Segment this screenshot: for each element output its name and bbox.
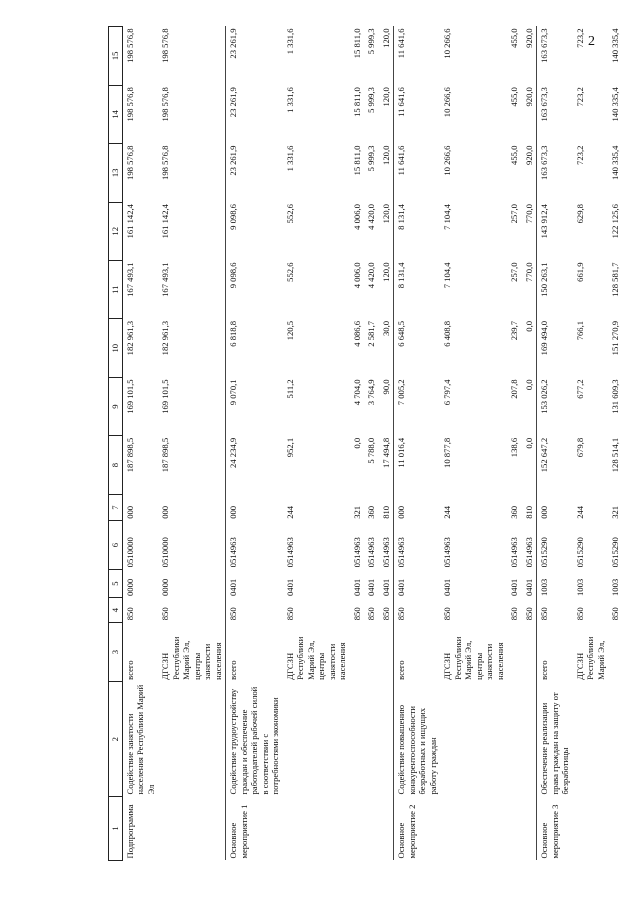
table-row <box>394 27 441 861</box>
table-cell: 23 261,9 <box>226 27 283 86</box>
table-cell: 140 335,4 <box>610 145 620 180</box>
table-cell: Основное мероприятие 1 <box>226 797 283 861</box>
table-row <box>440 27 507 861</box>
table-cell: 163 673,3 <box>537 27 573 86</box>
budget-table <box>108 26 623 861</box>
table-cell: 000 <box>122 494 158 520</box>
table-cell: 6 648,5 <box>394 319 441 377</box>
table-cell: 15 811,0 <box>351 145 362 176</box>
column-header: 6 <box>109 521 123 570</box>
table-cell: 850 <box>394 598 441 622</box>
table-cell: Содействие занятости населения Республики Марий Эл <box>122 682 158 797</box>
table-cell: 2 581,7 <box>366 320 376 347</box>
table-cell: 8 131,4 <box>394 202 441 260</box>
table-cell: 15 811,0 <box>351 87 362 117</box>
table-row <box>573 27 609 861</box>
table-cell: 850 <box>380 607 391 621</box>
table-row <box>522 27 537 861</box>
table-cell: 000 <box>537 494 573 520</box>
table-cell: 0401 <box>442 578 452 596</box>
table-cell: 11 641,6 <box>394 144 441 202</box>
table-cell: 511,2 <box>284 379 295 399</box>
column-header: 13 <box>109 144 123 202</box>
column-header: 4 <box>109 598 123 622</box>
table-cell: 7 104,4 <box>442 262 452 289</box>
column-header: 10 <box>109 319 123 377</box>
table-cell: 850 <box>351 607 362 621</box>
table-cell: 257,0 <box>509 204 519 224</box>
table-cell: 198 576,8 <box>122 27 158 86</box>
table-cell: 9 098,6 <box>226 261 283 319</box>
table-cell: 3 764,9 <box>366 379 376 406</box>
table-cell: 0510000 <box>122 521 158 570</box>
table-cell: 15 811,0 <box>351 28 362 59</box>
table-cell: 244 <box>442 505 452 519</box>
table-cell: 10 877,8 <box>442 437 452 468</box>
table-cell: 5 999,3 <box>366 87 376 113</box>
table-cell <box>522 682 537 797</box>
table-cell: 4 704,0 <box>351 379 362 406</box>
table-cell: 120,0 <box>380 262 391 282</box>
table-cell: Основное мероприятие 3 <box>537 797 573 861</box>
table-cell: 0,0 <box>523 437 534 449</box>
table-cell: 120,5 <box>284 320 295 341</box>
table-cell: 161 142,4 <box>122 202 158 260</box>
table-cell: 120,0 <box>380 87 391 107</box>
table-cell <box>522 622 537 682</box>
table-cell: 244 <box>284 505 295 519</box>
table-cell: 679,8 <box>574 437 585 458</box>
table-cell: 23 261,9 <box>226 144 283 202</box>
table-cell: 0401 <box>366 578 376 596</box>
table-cell: 1003 <box>574 578 585 596</box>
table-cell: 11 016,4 <box>394 436 441 494</box>
column-header: 12 <box>109 202 123 260</box>
table-cell: 207,8 <box>509 379 519 399</box>
table-cell: 152 647,2 <box>537 436 573 494</box>
table-cell: 182 961,3 <box>160 320 170 356</box>
table-cell: 455,0 <box>509 87 519 107</box>
table-cell: 552,6 <box>284 262 295 282</box>
table-cell: 140 335,4 <box>610 87 620 122</box>
table-cell: 17 494,8 <box>380 437 391 468</box>
table-cell: 5 788,0 <box>366 437 376 464</box>
table-cell: ДГСЗН Республики Марий Эл, центры занятости населения <box>160 636 223 680</box>
table-cell: 920,0 <box>523 145 534 165</box>
table-cell: 4 006,0 <box>351 204 362 230</box>
table-cell: 198 576,8 <box>160 145 170 180</box>
table-cell: 360 <box>509 505 519 519</box>
table-cell: 5 999,3 <box>366 145 376 172</box>
column-header: 5 <box>109 569 123 598</box>
table-cell: 1 331,6 <box>284 145 295 172</box>
table-cell: 000 <box>394 494 441 520</box>
table-cell: 0514963 <box>523 537 534 568</box>
table-cell <box>507 797 522 861</box>
table-cell: 5 999,3 <box>366 28 376 55</box>
table-cell: 770,0 <box>523 204 534 224</box>
table-cell <box>507 682 522 797</box>
table-cell: 920,0 <box>523 28 534 48</box>
table-cell: 90,0 <box>380 379 391 395</box>
table-row <box>537 27 573 861</box>
table-cell: 723,2 <box>574 145 585 165</box>
table-row <box>364 27 379 861</box>
table-cell: 952,1 <box>284 437 295 458</box>
table-cell: 850 <box>509 607 519 621</box>
table-cell: 0,0 <box>523 320 534 332</box>
table-cell: всего <box>226 622 283 682</box>
table-cell: 151 270,9 <box>610 320 620 356</box>
table-cell: 244 <box>574 505 585 519</box>
table-cell: 0000 <box>160 578 170 596</box>
table-cell: 6 797,4 <box>442 379 452 406</box>
table-cell: 850 <box>537 598 573 622</box>
table-cell: 0401 <box>351 578 362 596</box>
table-cell: 770,0 <box>523 262 534 282</box>
table-cell: 850 <box>284 607 295 621</box>
table-cell: 850 <box>160 607 170 621</box>
table-cell: 920,0 <box>523 87 534 107</box>
column-header: 1 <box>109 797 123 861</box>
table-cell <box>573 682 609 797</box>
table-cell: 0,0 <box>523 379 534 391</box>
table-cell: 810 <box>523 505 534 519</box>
table-cell: 1003 <box>537 569 573 598</box>
table-cell: 122 125,6 <box>610 204 620 239</box>
table-row <box>608 27 623 861</box>
table-cell: 4 006,0 <box>351 262 362 289</box>
table-cell: 850 <box>366 607 376 621</box>
table-row <box>158 27 226 861</box>
table-cell: 661,9 <box>574 262 585 282</box>
table-cell: 0514963 <box>284 537 295 568</box>
table-cell: 850 <box>574 607 585 621</box>
table-cell: 187 898,5 <box>122 436 158 494</box>
table-cell: ДГСЗН Республики Марий Эл, <box>574 636 606 680</box>
table-cell: 8 131,4 <box>394 261 441 319</box>
table-cell: 131 609,3 <box>610 379 620 414</box>
table-cell: 257,0 <box>509 262 519 282</box>
table-cell: 9 070,1 <box>226 377 283 435</box>
table-cell: 455,0 <box>509 28 519 48</box>
table-row <box>226 27 283 861</box>
table-cell: 850 <box>610 607 620 621</box>
column-header: 8 <box>109 436 123 494</box>
table-cell: 4 086,6 <box>351 320 362 347</box>
table-cell: Содействие повышению конкурентоспособности безработных и ищущих работу граждан <box>394 682 441 797</box>
column-header: 11 <box>109 261 123 319</box>
table-cell: 0515290 <box>610 537 620 568</box>
table-cell: 0514963 <box>509 537 519 568</box>
table-cell: 4 420,0 <box>366 204 376 230</box>
table-cell: 143 912,4 <box>537 202 573 260</box>
table-cell: 167 493,1 <box>160 262 170 297</box>
table-cell <box>440 797 507 861</box>
table-cell: 677,2 <box>574 379 585 399</box>
table-cell: 7 104,4 <box>442 204 452 230</box>
table-cell: 187 898,5 <box>160 437 170 473</box>
table-cell: 810 <box>380 505 391 519</box>
table-cell <box>573 797 609 861</box>
table-cell: Обеспечение реализации права граждан на защиту от безработицы <box>537 682 573 797</box>
table-cell: 000 <box>226 494 283 520</box>
table-cell: 0401 <box>226 569 283 598</box>
table-cell: ДГСЗН Республики Марий Эл, центры занятости населения <box>442 636 505 680</box>
table-cell: 1 331,6 <box>284 87 295 113</box>
table-cell: 161 142,4 <box>160 204 170 239</box>
table-cell <box>379 797 394 861</box>
table-cell: 0401 <box>509 578 519 596</box>
table-cell: 30,0 <box>380 320 391 336</box>
table-cell: 163 673,3 <box>537 85 573 143</box>
table-cell: 850 <box>442 607 452 621</box>
table-cell: 120,0 <box>380 204 391 224</box>
table-cell <box>364 682 379 797</box>
table-cell: 11 641,6 <box>394 27 441 86</box>
table-cell: 321 <box>610 505 620 519</box>
table-cell: 0515290 <box>537 521 573 570</box>
table-cell: 360 <box>366 505 376 519</box>
table-cell <box>608 622 623 682</box>
table-body <box>122 27 623 861</box>
table-row <box>379 27 394 861</box>
table-cell: 000 <box>160 505 170 519</box>
table-cell: 0401 <box>380 578 391 596</box>
table-cell: 128 514,1 <box>610 437 620 473</box>
table-cell <box>507 622 522 682</box>
column-header: 2 <box>109 682 123 797</box>
table-cell: 10 266,6 <box>442 145 452 176</box>
table-cell: 0514963 <box>442 537 452 568</box>
table-cell: Основное мероприятие 2 <box>394 797 441 861</box>
table-cell <box>364 797 379 861</box>
column-header: 7 <box>109 494 123 520</box>
table-cell: 198 576,8 <box>160 87 170 122</box>
table-cell: 128 581,7 <box>610 262 620 297</box>
table-row <box>283 27 350 861</box>
table-cell <box>350 682 365 797</box>
table-cell <box>283 682 350 797</box>
table-cell <box>158 797 226 861</box>
table-row <box>122 27 158 861</box>
table-cell <box>364 622 379 682</box>
table-cell: 10 266,6 <box>442 28 452 59</box>
table-cell: 198 576,8 <box>122 144 158 202</box>
table-cell: 0514963 <box>380 537 391 568</box>
table-cell: 150 263,1 <box>537 261 573 319</box>
table-cell: 7 005,2 <box>394 377 441 435</box>
table-cell: 0514963 <box>226 521 283 570</box>
table-cell: 169 101,5 <box>122 377 158 435</box>
table-cell: 0401 <box>523 578 534 596</box>
table-cell: 120,0 <box>380 28 391 48</box>
table-cell: 198 576,8 <box>122 85 158 143</box>
table-cell: 455,0 <box>509 145 519 165</box>
table-cell: 723,2 <box>574 87 585 107</box>
table-cell: 153 026,2 <box>537 377 573 435</box>
table-cell <box>379 622 394 682</box>
table-cell: 163 673,3 <box>537 144 573 202</box>
table-cell: 766,1 <box>574 320 585 341</box>
table-cell: 169 494,0 <box>537 319 573 377</box>
table-cell <box>379 682 394 797</box>
table-cell: 0,0 <box>351 437 362 449</box>
table-cell: 11 641,6 <box>394 85 441 143</box>
table-cell: 10 266,6 <box>442 87 452 118</box>
table-cell: 138,6 <box>509 437 519 458</box>
table-cell: 198 576,8 <box>160 28 170 63</box>
table-cell: 182 961,3 <box>122 319 158 377</box>
table-cell: 850 <box>226 598 283 622</box>
table-cell: 6 818,8 <box>226 319 283 377</box>
table-cell: всего <box>537 622 573 682</box>
column-header: 14 <box>109 85 123 143</box>
table-cell: 850 <box>523 607 534 621</box>
table-cell: 23 261,9 <box>226 85 283 143</box>
table-cell <box>608 797 623 861</box>
table-cell: 552,6 <box>284 204 295 224</box>
table-cell: 239,7 <box>509 320 519 341</box>
table-cell <box>158 682 226 797</box>
table-cell: 0401 <box>284 578 295 596</box>
header-row <box>109 27 123 861</box>
column-header: 15 <box>109 27 123 86</box>
column-header: 9 <box>109 377 123 435</box>
table-cell: 169 101,5 <box>160 379 170 414</box>
table-cell: 1 331,6 <box>284 28 295 55</box>
table-cell: 0514963 <box>351 537 362 568</box>
table-cell: 120,0 <box>380 145 391 165</box>
table-cell: 140 335,4 <box>610 28 620 63</box>
table-cell <box>350 797 365 861</box>
table-cell: 850 <box>122 598 158 622</box>
table-cell: 723,2 <box>574 28 585 48</box>
table-cell: Подпрограмма <box>122 797 158 861</box>
table-cell: 0514963 <box>366 537 376 568</box>
table-cell: 24 234,9 <box>226 436 283 494</box>
table-cell: всего <box>394 622 441 682</box>
table-cell <box>283 797 350 861</box>
table-cell: 0000 <box>122 569 158 598</box>
table-cell: ДГСЗН Республики Марий Эл, центры занятости населения <box>284 636 347 680</box>
table-cell: всего <box>122 622 158 682</box>
table-cell: 1003 <box>610 578 620 596</box>
table-cell: 6 408,8 <box>442 320 452 347</box>
table-cell: 0515290 <box>574 537 585 568</box>
table-cell <box>608 682 623 797</box>
table-cell: 9 098,6 <box>226 202 283 260</box>
table-cell: Содействие трудоустройству граждан и обеспечение работодателей рабочей силой в соответствии с потребностями экономики <box>226 682 283 797</box>
table-cell: 4 420,0 <box>366 262 376 289</box>
column-header: 3 <box>109 622 123 682</box>
page-number: 2 <box>588 34 595 49</box>
table-cell: 0401 <box>394 569 441 598</box>
table-cell: 0510000 <box>160 537 170 568</box>
table-cell: 629,8 <box>574 204 585 224</box>
table-cell: 167 493,1 <box>122 261 158 319</box>
table-cell: 0514963 <box>394 521 441 570</box>
table-cell: 321 <box>351 505 362 519</box>
table-cell <box>350 622 365 682</box>
table-row <box>350 27 365 861</box>
table-row <box>507 27 522 861</box>
table-cell <box>440 682 507 797</box>
table-cell <box>522 797 537 861</box>
